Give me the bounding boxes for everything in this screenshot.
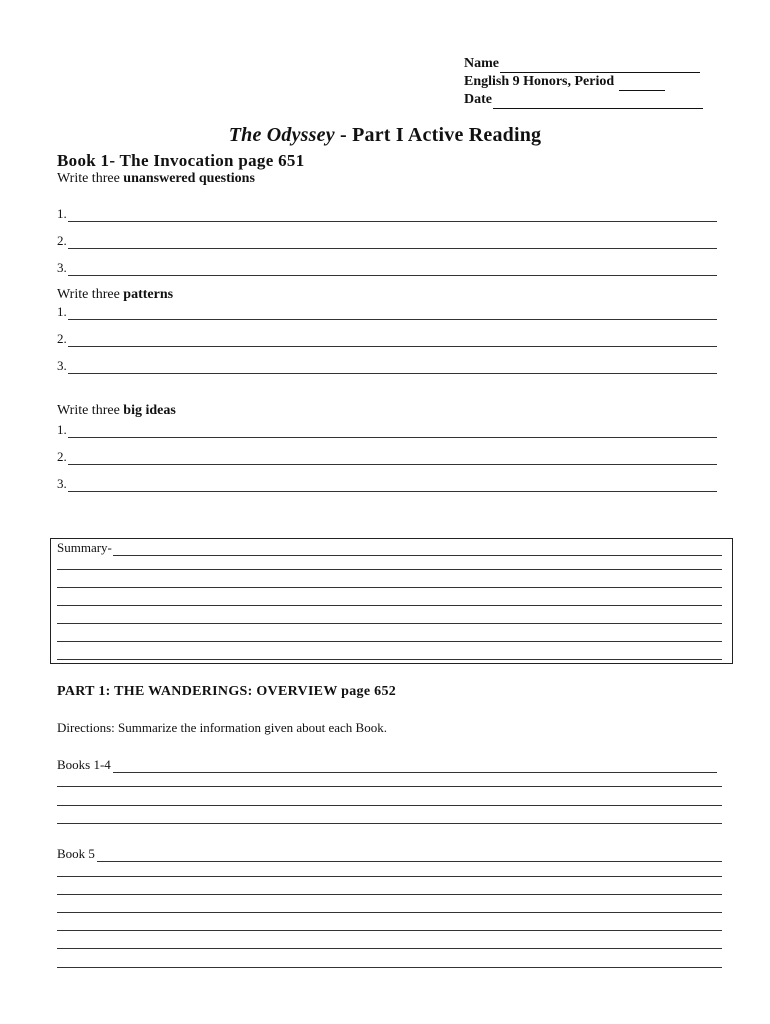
- ideas-prompt: [57, 403, 176, 419]
- idea-number-3: 3.: [57, 476, 67, 491]
- question-blank-1[interactable]: [68, 210, 717, 222]
- summary-blank-2[interactable]: [57, 569, 722, 570]
- period-field[interactable]: [464, 73, 703, 91]
- idea-line-1[interactable]: [57, 422, 717, 438]
- period-blank[interactable]: [619, 78, 665, 91]
- name-blank[interactable]: [500, 60, 700, 73]
- book-5-blank-6[interactable]: [57, 948, 722, 949]
- summary-blank-4[interactable]: [57, 605, 722, 606]
- idea-blank-3[interactable]: [68, 480, 717, 492]
- books-1-4-blank-3[interactable]: [57, 805, 722, 806]
- idea-number-1: 1.: [57, 422, 67, 437]
- book-5-blank-5[interactable]: [57, 930, 722, 931]
- pattern-number-2: 2.: [57, 331, 67, 346]
- directions-text: Directions: Summarize the information given about each Book.: [57, 720, 387, 735]
- books-1-4-line[interactable]: [57, 757, 717, 773]
- patterns-prompt-bold: patterns: [123, 287, 174, 302]
- questions-prompt: [57, 171, 255, 187]
- pattern-number-1: 1.: [57, 304, 67, 319]
- idea-line-2[interactable]: [57, 449, 717, 465]
- title-italic: The Odyssey: [228, 124, 335, 146]
- summary-box: [50, 538, 733, 664]
- idea-line-3[interactable]: [57, 476, 717, 492]
- book-5-blank-1[interactable]: [97, 850, 722, 862]
- name-field[interactable]: [464, 55, 703, 73]
- pattern-line-2[interactable]: [57, 331, 717, 347]
- question-line-1[interactable]: [57, 206, 717, 222]
- patterns-prompt-prefix: Write three: [57, 287, 120, 302]
- student-info-header: [464, 55, 703, 109]
- question-line-3[interactable]: [57, 260, 717, 276]
- book-5-blank-7[interactable]: [57, 967, 722, 968]
- question-line-2[interactable]: [57, 233, 717, 249]
- question-number-2: 2.: [57, 233, 67, 248]
- pattern-blank-1[interactable]: [68, 308, 717, 320]
- books-1-4-blank-1[interactable]: [113, 761, 717, 773]
- summary-blank-1[interactable]: [113, 544, 722, 556]
- summary-first-line[interactable]: [57, 540, 722, 556]
- ideas-prompt-prefix: Write three: [57, 403, 120, 418]
- pattern-blank-3[interactable]: [68, 362, 717, 374]
- idea-blank-2[interactable]: [68, 453, 717, 465]
- page-title: [0, 124, 770, 147]
- questions-prompt-prefix: Write three: [57, 171, 120, 186]
- book1-heading: Book 1- The Invocation page 651: [57, 151, 305, 170]
- summary-blank-6[interactable]: [57, 641, 722, 642]
- books-1-4-blank-4[interactable]: [57, 823, 722, 824]
- book-5-label: Book 5: [57, 846, 95, 861]
- title-rest: - Part I Active Reading: [334, 124, 542, 146]
- book-5-line[interactable]: [57, 846, 722, 862]
- question-blank-2[interactable]: [68, 237, 717, 249]
- date-label: Date: [464, 92, 492, 107]
- books-1-4-label: Books 1-4: [57, 757, 111, 772]
- date-field[interactable]: [464, 91, 703, 109]
- date-blank[interactable]: [493, 96, 703, 109]
- pattern-line-1[interactable]: [57, 304, 717, 320]
- book-5-blank-3[interactable]: [57, 894, 722, 895]
- question-blank-3[interactable]: [68, 264, 717, 276]
- pattern-number-3: 3.: [57, 358, 67, 373]
- ideas-prompt-bold: big ideas: [123, 403, 176, 418]
- name-label: Name: [464, 56, 499, 71]
- book-5-blank-2[interactable]: [57, 876, 722, 877]
- book-5-blank-4[interactable]: [57, 912, 722, 913]
- summary-label: Summary-: [57, 540, 112, 555]
- summary-blank-3[interactable]: [57, 587, 722, 588]
- question-number-3: 3.: [57, 260, 67, 275]
- patterns-prompt: [57, 287, 173, 303]
- summary-blank-5[interactable]: [57, 623, 722, 624]
- part1-heading: PART 1: THE WANDERINGS: OVERVIEW page 652: [57, 684, 397, 699]
- pattern-line-3[interactable]: [57, 358, 717, 374]
- idea-blank-1[interactable]: [68, 426, 717, 438]
- period-label: English 9 Honors, Period: [464, 74, 615, 89]
- summary-blank-7[interactable]: [57, 659, 722, 660]
- books-1-4-blank-2[interactable]: [57, 786, 722, 787]
- question-number-1: 1.: [57, 206, 67, 221]
- idea-number-2: 2.: [57, 449, 67, 464]
- questions-prompt-bold: unanswered questions: [123, 171, 255, 186]
- pattern-blank-2[interactable]: [68, 335, 717, 347]
